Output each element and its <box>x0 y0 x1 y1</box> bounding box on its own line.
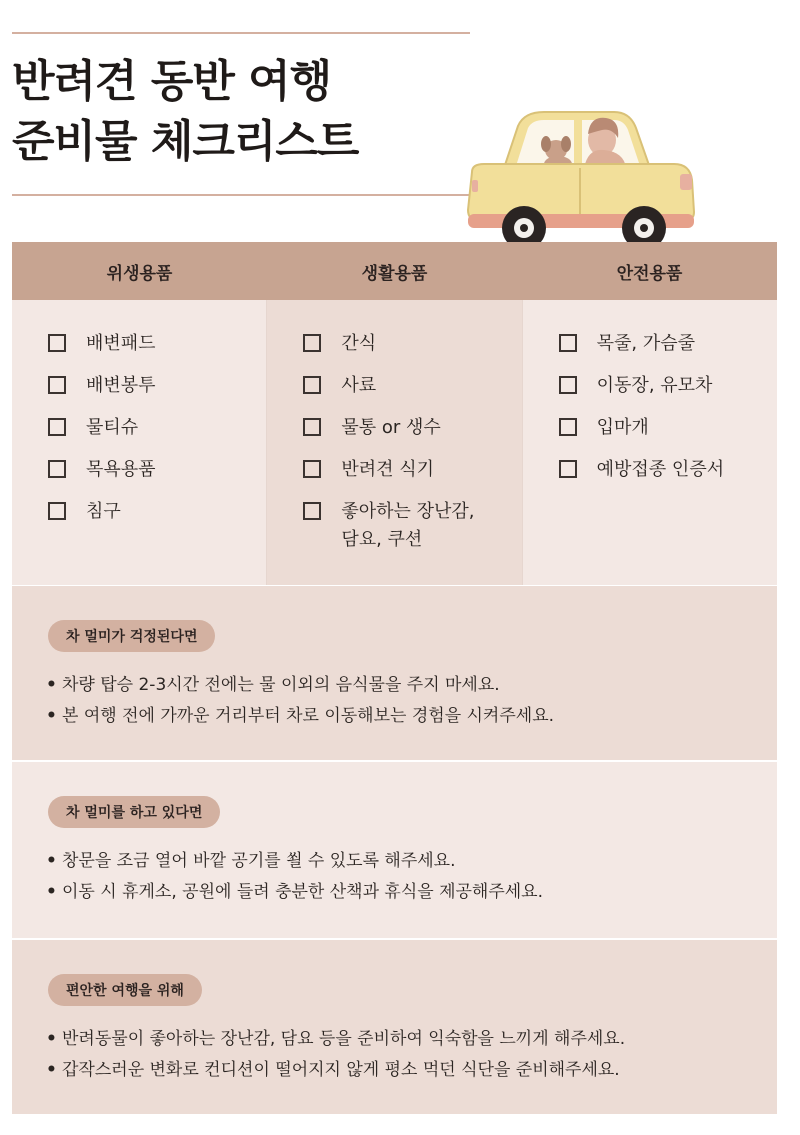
checkbox[interactable] <box>303 460 321 478</box>
tip-bullet <box>46 846 543 877</box>
tip-bullet <box>46 1055 625 1086</box>
checklist-item-label: 물통 or 생수 <box>341 417 441 438</box>
bullet-dot-icon: • <box>46 706 57 726</box>
checklist-item[interactable] <box>48 330 266 358</box>
tip-bullet <box>46 877 543 908</box>
checkbox[interactable] <box>48 334 66 352</box>
checklist-item-label: 예방접종 인증서 <box>596 459 725 480</box>
checkbox[interactable] <box>303 418 321 436</box>
checkbox[interactable] <box>559 460 577 478</box>
checklist-header-row <box>12 242 777 300</box>
checklist-item[interactable] <box>48 372 266 400</box>
column-hygiene <box>12 300 266 585</box>
checkbox[interactable] <box>48 502 66 520</box>
checklist-item[interactable] <box>303 414 521 442</box>
checklist-item-label: 목욕용품 <box>86 459 156 480</box>
checklist-item[interactable] <box>559 372 777 400</box>
checklist-item[interactable] <box>303 330 521 358</box>
bullet-dot-icon: • <box>46 851 57 871</box>
checkbox[interactable] <box>559 376 577 394</box>
checklist-item-label: 목줄, 가슴줄 <box>596 333 696 354</box>
checklist-item[interactable] <box>303 456 521 484</box>
checklist-item[interactable] <box>559 456 777 484</box>
tip-bullet-list <box>46 1024 625 1086</box>
header-daily-life: 생활용품 <box>361 263 428 284</box>
checklist-item-label: 침구 <box>86 501 121 522</box>
checklist-item-label: 사료 <box>341 375 377 396</box>
tip-bullet-list <box>46 670 554 732</box>
checkbox[interactable] <box>303 502 321 520</box>
checkbox[interactable] <box>48 418 66 436</box>
checklist-item[interactable] <box>559 330 777 358</box>
column-daily-life <box>266 300 522 585</box>
tip-bullet <box>46 670 554 701</box>
checklist-item-label: 반려견 식기 <box>341 459 434 480</box>
checklist-item[interactable] <box>48 498 266 526</box>
tip-bullet <box>46 701 554 732</box>
tip-bullet-text: 창문을 조금 열어 바깥 공기를 쐴 수 있도록 해주세요. <box>62 851 456 871</box>
checklist-item[interactable] <box>303 372 521 400</box>
header-hygiene: 위생용품 <box>106 263 173 284</box>
checkbox[interactable] <box>303 334 321 352</box>
tip-bullet-text: 본 여행 전에 가까운 거리부터 차로 이동해보는 경험을 시켜주세요. <box>62 706 555 726</box>
checkbox[interactable] <box>559 334 577 352</box>
checklist-item-label: 배변패드 <box>86 333 156 354</box>
checklist-body <box>12 300 777 585</box>
checklist-item-label: 배변봉투 <box>86 375 156 396</box>
bullet-dot-icon: • <box>46 882 57 902</box>
checkbox[interactable] <box>559 418 577 436</box>
tip-bullet <box>46 1024 625 1055</box>
tip-bullet-list <box>46 846 543 908</box>
checkbox[interactable] <box>48 376 66 394</box>
checklist-item[interactable] <box>303 498 521 554</box>
checklist-item-label: 이동장, 유모차 <box>596 375 713 396</box>
tip-label-badge: 차 멀미가 걱정된다면 <box>48 620 215 652</box>
checklist-item[interactable] <box>48 456 266 484</box>
page-title-line-2: 준비물 체크리스트 <box>12 116 359 167</box>
tip-section-comfortable-trip <box>12 940 777 1114</box>
tip-bullet-text: 이동 시 휴게소, 공원에 들려 충분한 산책과 휴식을 제공해주세요. <box>62 882 544 902</box>
tip-section-motion-sickness-now <box>12 762 777 938</box>
checkbox[interactable] <box>48 460 66 478</box>
tip-bullet-text: 차량 탑승 2-3시간 전에는 물 이외의 음식물을 주지 마세요. <box>62 675 500 695</box>
tip-section-motion-sickness-worry <box>12 586 777 760</box>
bullet-dot-icon: • <box>46 1029 57 1049</box>
tip-bullet-text: 반려동물이 좋아하는 장난감, 담요 등을 준비하여 익숙함을 느끼게 해주세요. <box>62 1029 626 1049</box>
checklist-item-label: 입마개 <box>596 417 649 438</box>
checklist-item-label: 좋아하는 장난감, 담요, 쿠션 <box>341 501 475 550</box>
checklist-item[interactable] <box>559 414 777 442</box>
checklist-table <box>12 242 777 585</box>
title-top-divider <box>12 32 470 34</box>
page-title <box>12 52 472 172</box>
car-with-dog-and-owner-icon <box>464 104 700 256</box>
checklist-item[interactable] <box>48 414 266 442</box>
tip-label-badge: 편안한 여행을 위해 <box>48 974 202 1006</box>
title-bottom-divider <box>12 194 470 196</box>
bullet-dot-icon: • <box>46 675 57 695</box>
tip-label-badge: 차 멀미를 하고 있다면 <box>48 796 220 828</box>
tip-bullet-text: 갑작스러운 변화로 컨디션이 떨어지지 않게 평소 먹던 식단을 준비해주세요. <box>62 1060 620 1080</box>
checklist-item-label: 간식 <box>341 333 377 354</box>
checkbox[interactable] <box>303 376 321 394</box>
header-safety: 안전용품 <box>616 263 683 284</box>
checklist-item-label: 물티슈 <box>86 417 139 438</box>
page-title-line-1: 반려견 동반 여행 <box>12 56 332 107</box>
bullet-dot-icon: • <box>46 1060 57 1080</box>
column-safety <box>523 300 777 585</box>
